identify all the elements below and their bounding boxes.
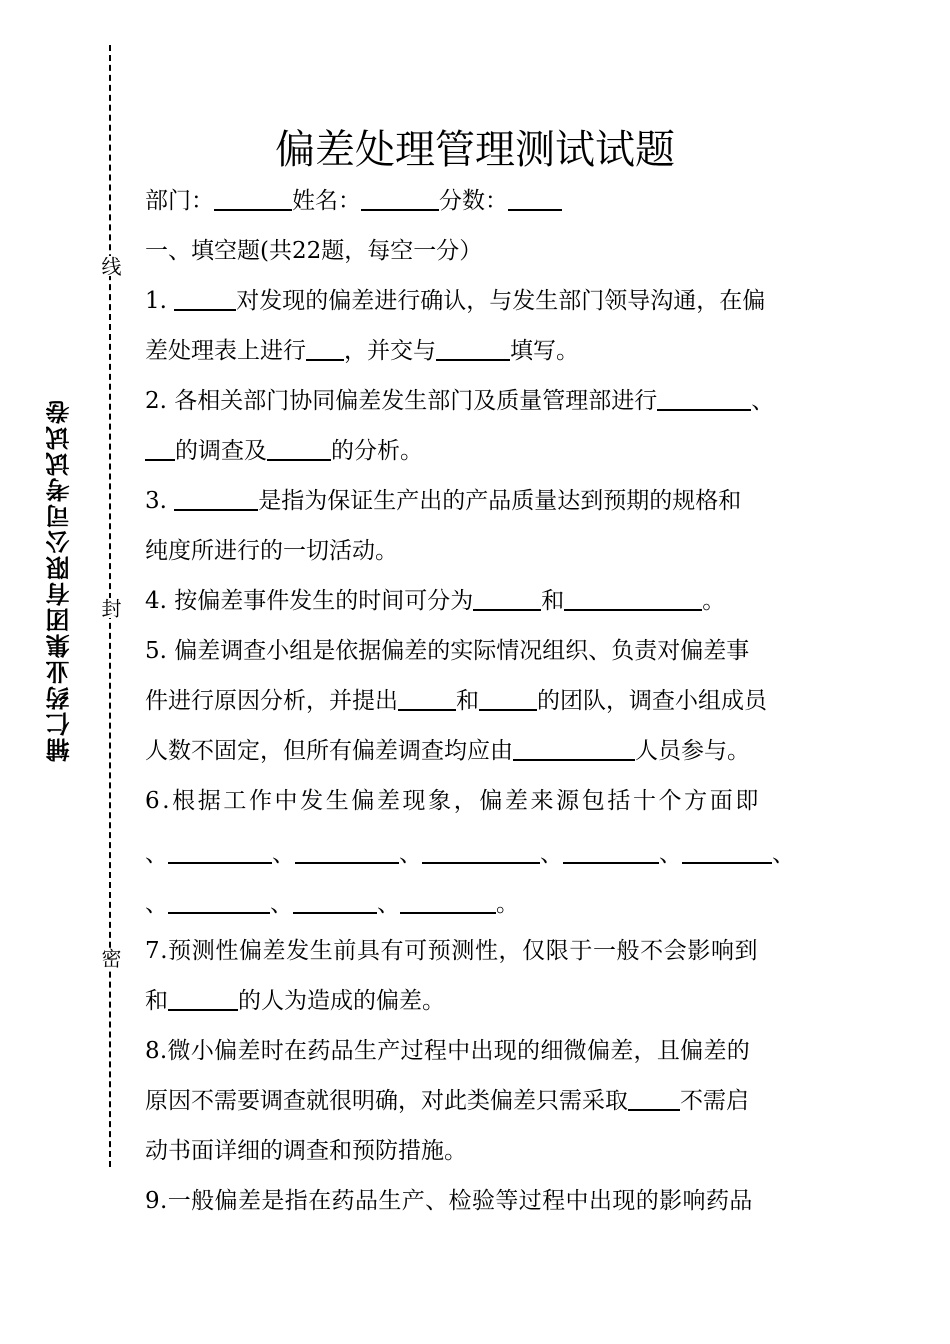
question-text: 4. 按偏差事件发生的时间可分为 xyxy=(145,588,474,614)
question-text: 填写。 xyxy=(510,338,579,364)
question-7-line-2 xyxy=(145,976,817,1026)
question-text: 的分析。 xyxy=(331,438,423,464)
question-text: 的团队，调查小组成员 xyxy=(537,688,767,714)
answer-blank[interactable] xyxy=(628,1087,680,1111)
question-text: 差处理表上进行 xyxy=(145,338,306,364)
question-text: 和 xyxy=(145,988,168,1014)
answer-blank[interactable] xyxy=(295,840,399,864)
question-6-line-3 xyxy=(145,882,817,926)
separator: 、 xyxy=(145,891,168,917)
answer-blank[interactable] xyxy=(267,437,331,461)
question-text: 的人为造成的偏差。 xyxy=(238,988,445,1014)
examinee-info-line xyxy=(145,176,817,226)
answer-blank[interactable] xyxy=(400,890,496,914)
separator: 、 xyxy=(540,841,563,867)
question-5-line-2 xyxy=(145,676,817,726)
binding-mark-secret: 密 xyxy=(98,948,122,968)
question-text: 件进行原因分析，并提出 xyxy=(145,688,398,714)
question-text: 人员参与。 xyxy=(635,738,750,764)
question-text: 不需启 xyxy=(680,1088,749,1114)
question-text: 人数不固定，但所有偏差调查均应由 xyxy=(145,738,513,764)
page-title: 偏差处理管理测试试题 xyxy=(275,127,675,173)
answer-blank[interactable] xyxy=(398,687,456,711)
score-label: 分数： xyxy=(439,188,508,214)
question-text: 和 xyxy=(456,688,479,714)
question-text: 对发现的偏差进行确认，与发生部门领导沟通，在偏 xyxy=(236,288,766,314)
answer-blank[interactable] xyxy=(473,587,541,611)
separator: 、 xyxy=(399,841,422,867)
answer-blank[interactable] xyxy=(564,587,702,611)
question-text: 原因不需要调查就很明确，对此类偏差只需采取 xyxy=(145,1088,628,1114)
question-text: ，并交与 xyxy=(344,338,436,364)
question-text: 2. 各相关部门协同偏差发生部门及质量管理部进行 xyxy=(145,388,658,414)
name-field[interactable] xyxy=(361,187,439,211)
answer-blank[interactable] xyxy=(174,287,236,311)
question-2-line-2 xyxy=(145,426,817,476)
question-6-line-2 xyxy=(145,826,817,882)
answer-blank[interactable] xyxy=(168,890,270,914)
separator: 。 xyxy=(496,891,519,917)
answer-blank[interactable] xyxy=(422,840,540,864)
question-3-line-2: 纯度所进行的一切活动。 xyxy=(145,538,398,564)
separator: 、 xyxy=(377,891,400,917)
separator: 、 xyxy=(272,841,295,867)
name-label: 姓名： xyxy=(292,188,361,214)
separator: 、 xyxy=(772,841,795,867)
binding-mark-line: 线 xyxy=(98,256,122,276)
question-8-line-3: 动书面详细的调查和预防措施。 xyxy=(145,1138,467,1164)
answer-blank[interactable] xyxy=(436,337,510,361)
question-9-line-1: 9.一般偏差是指在药品生产、检验等过程中出现的影响药品 xyxy=(145,1188,753,1214)
answer-blank[interactable] xyxy=(174,487,258,511)
section-heading: 一、填空题(共22题，每空一分） xyxy=(145,238,483,264)
answer-blank[interactable] xyxy=(306,337,344,361)
answer-blank[interactable] xyxy=(657,387,751,411)
question-7-line-1: 7.预测性偏差发生前具有可预测性，仅限于一般不会影响到 xyxy=(145,938,759,964)
question-text: 、 xyxy=(751,388,775,414)
question-text: 和 xyxy=(541,588,565,614)
separator: 、 xyxy=(659,841,682,867)
answer-blank[interactable] xyxy=(168,840,272,864)
question-text: 1. xyxy=(145,288,175,314)
answer-blank[interactable] xyxy=(682,840,772,864)
question-4 xyxy=(145,576,817,626)
question-1-line-2 xyxy=(145,326,817,376)
answer-blank[interactable] xyxy=(479,687,537,711)
question-text: 的调查及 xyxy=(175,438,267,464)
question-8-line-1: 8.微小偏差时在药品生产过程中出现的细微偏差，且偏差的 xyxy=(145,1038,751,1064)
answer-blank[interactable] xyxy=(513,737,635,761)
answer-blank[interactable] xyxy=(563,840,659,864)
score-field[interactable] xyxy=(508,187,562,211)
company-name-vertical: 辅仁药业集团有限公司考试试卷 xyxy=(46,398,74,762)
question-text: 。 xyxy=(702,588,726,614)
question-text: 3. xyxy=(145,488,175,514)
separator: 、 xyxy=(145,841,168,867)
question-5-line-3 xyxy=(145,726,817,776)
exam-content xyxy=(145,176,817,1226)
binding-mark-seal: 封 xyxy=(98,598,122,618)
question-text: 是指为保证生产出的产品质量达到预期的规格和 xyxy=(258,488,742,514)
question-2-line-1 xyxy=(145,376,817,426)
question-8-line-2 xyxy=(145,1076,817,1126)
answer-blank[interactable] xyxy=(168,987,238,1011)
question-5-line-1: 5. 偏差调查小组是依据偏差的实际情况组织、负责对偏差事 xyxy=(145,638,750,664)
separator: 、 xyxy=(270,891,293,917)
question-3-line-1 xyxy=(145,476,817,526)
answer-blank[interactable] xyxy=(293,890,377,914)
question-1-line-1 xyxy=(145,276,817,326)
department-field[interactable] xyxy=(214,187,292,211)
department-label: 部门： xyxy=(145,188,214,214)
question-6-line-1: 6.根据工作中发生偏差现象，偏差来源包括十个方面即 xyxy=(145,788,761,814)
answer-blank[interactable] xyxy=(145,437,175,461)
